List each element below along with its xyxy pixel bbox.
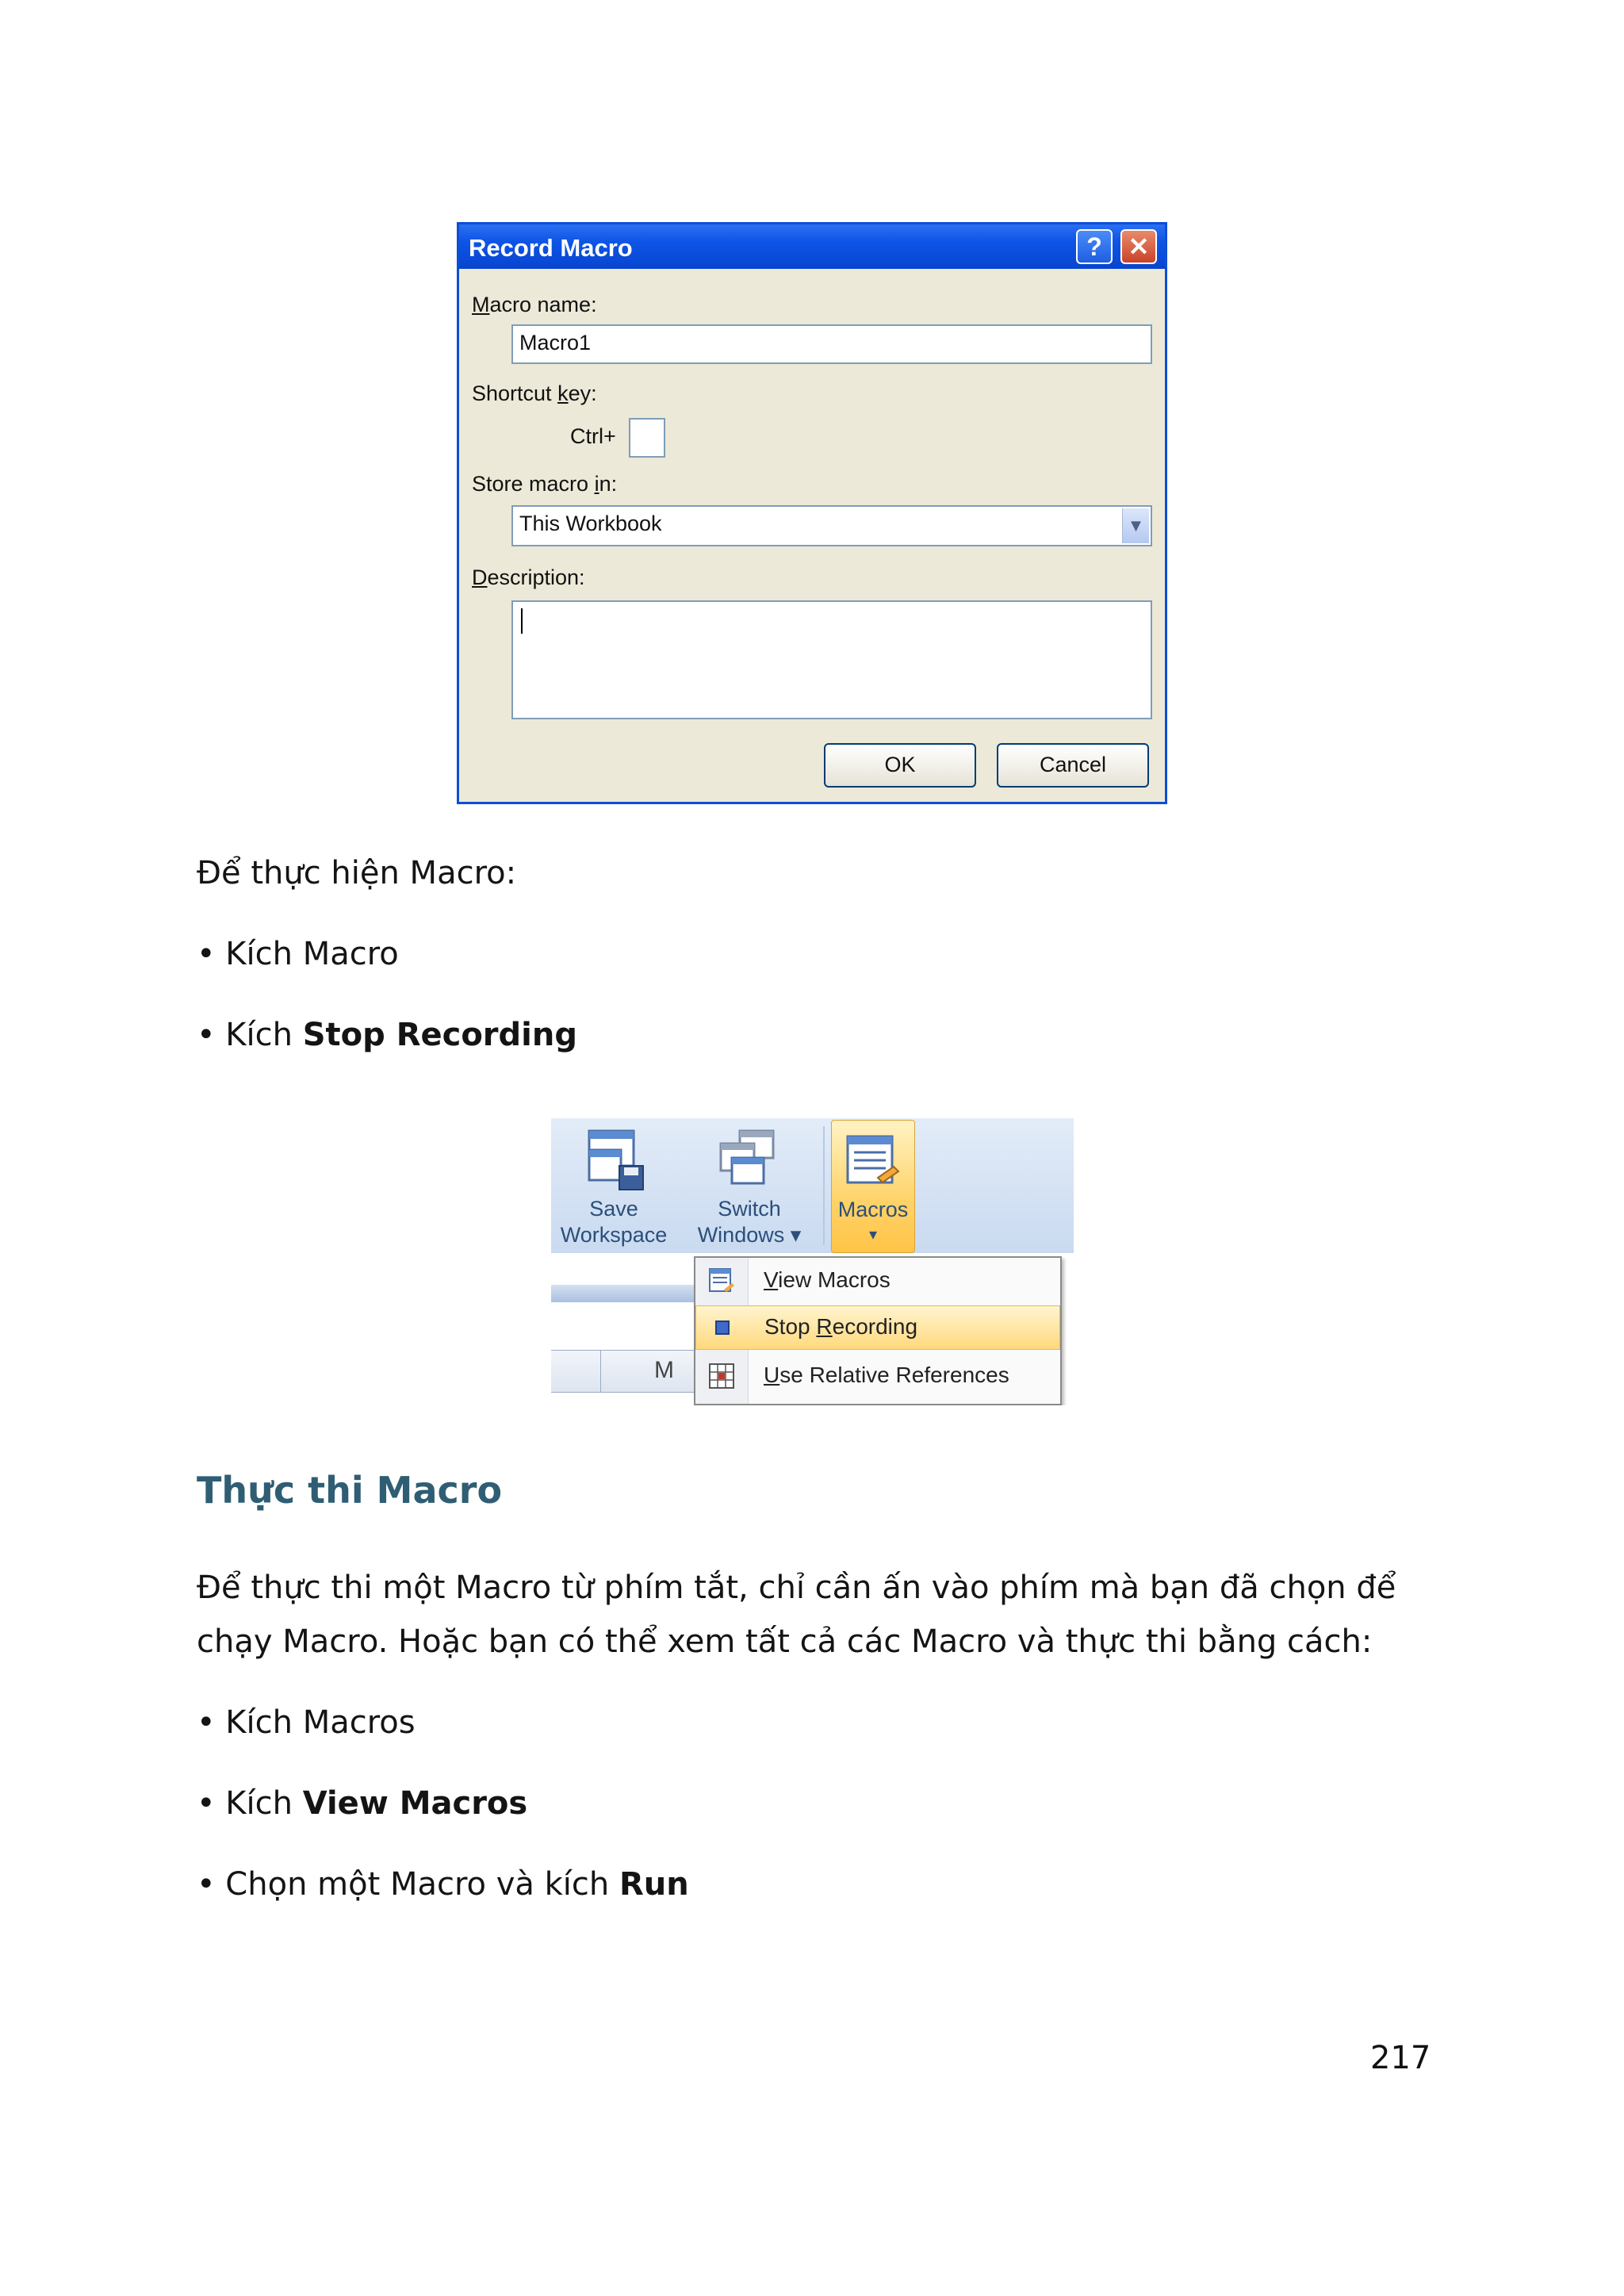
shortcut-key-input[interactable] (629, 418, 665, 458)
record-macro-dialog (457, 222, 1167, 804)
column-letter: M (654, 1357, 674, 1383)
save-workspace-icon (583, 1126, 654, 1198)
save-workspace-button[interactable] (554, 1121, 673, 1248)
macro-name-value: Macro1 (519, 331, 592, 355)
para-run-macro-line1: Để thực thi một Macro từ phím tắt, chỉ cần ấn vào phím mà bạn đã chọn để (197, 1570, 1396, 1606)
macros-icon (841, 1132, 905, 1195)
store-macro-label: Store macro in: (472, 472, 618, 496)
description-label: Description: (472, 565, 585, 589)
para-run-macro-line2: chạy Macro. Hoặc bạn có thể xem tất cả các Macro và thực thi bằng cách: (197, 1623, 1373, 1660)
close-button[interactable] (1120, 229, 1157, 264)
page-number: 217 (1370, 2040, 1431, 2076)
text-caret (521, 608, 523, 634)
ctrl-label: Ctrl+ (570, 424, 616, 448)
view-macros-icon (708, 1267, 735, 1294)
column-header-row (551, 1350, 695, 1393)
save-workspace-label: Save Workspace (560, 1197, 668, 1247)
dialog-title: Record Macro (469, 234, 633, 262)
stop-recording-label: Stop Recording (764, 1314, 918, 1339)
menu-item-stop-recording[interactable] (695, 1305, 1060, 1350)
macro-name-label: Macro name: (472, 293, 597, 316)
help-icon: ? (1086, 232, 1102, 261)
bullet-view-macros: • Kích View Macros (197, 1785, 528, 1822)
use-relative-references-label: Use Relative References (764, 1363, 1009, 1387)
menu-item-use-relative-references[interactable] (695, 1355, 1060, 1399)
help-button[interactable] (1076, 229, 1113, 264)
switch-windows-label: Switch Windows ▾ (697, 1197, 802, 1247)
macros-dropdown-arrow-icon: ▾ (868, 1226, 878, 1244)
bullet-click-macros: • Kích Macros (197, 1704, 416, 1741)
para-execute-macro: Để thực hiện Macro: (197, 855, 517, 891)
column-divider (600, 1351, 601, 1392)
ribbon-bottom-strip (551, 1285, 694, 1302)
cancel-button[interactable]: Cancel (997, 743, 1149, 788)
bullet-stop-recording: • Kích Stop Recording (197, 1017, 577, 1053)
switch-windows-button[interactable] (678, 1121, 821, 1248)
ok-button[interactable]: OK (824, 743, 976, 788)
switch-windows-icon (713, 1126, 784, 1198)
chevron-down-icon[interactable]: ▼ (1122, 508, 1149, 543)
bullet-select-and-run: • Chọn một Macro và kích Run (197, 1866, 689, 1903)
store-macro-value: This Workbook (519, 512, 662, 535)
macros-dropdown-menu (694, 1256, 1062, 1405)
stop-recording-icon (709, 1314, 736, 1341)
macros-label: Macros (837, 1198, 909, 1221)
relative-references-icon (708, 1363, 735, 1389)
dialog-title-bar (459, 224, 1165, 269)
macro-name-input[interactable] (511, 324, 1152, 364)
macros-button[interactable] (831, 1120, 915, 1253)
shortcut-key-label: Shortcut key: (472, 381, 597, 405)
store-macro-select[interactable] (511, 505, 1152, 546)
description-textarea[interactable] (511, 600, 1152, 719)
section-heading: Thực thi Macro (197, 1469, 503, 1512)
ribbon-separator (823, 1126, 825, 1245)
macros-ribbon-screenshot (551, 1118, 1074, 1405)
view-macros-label: View Macros (764, 1267, 891, 1292)
bullet-click-macro: • Kích Macro (197, 936, 399, 972)
close-icon: ✕ (1128, 232, 1150, 261)
menu-item-view-macros[interactable] (695, 1259, 1060, 1304)
